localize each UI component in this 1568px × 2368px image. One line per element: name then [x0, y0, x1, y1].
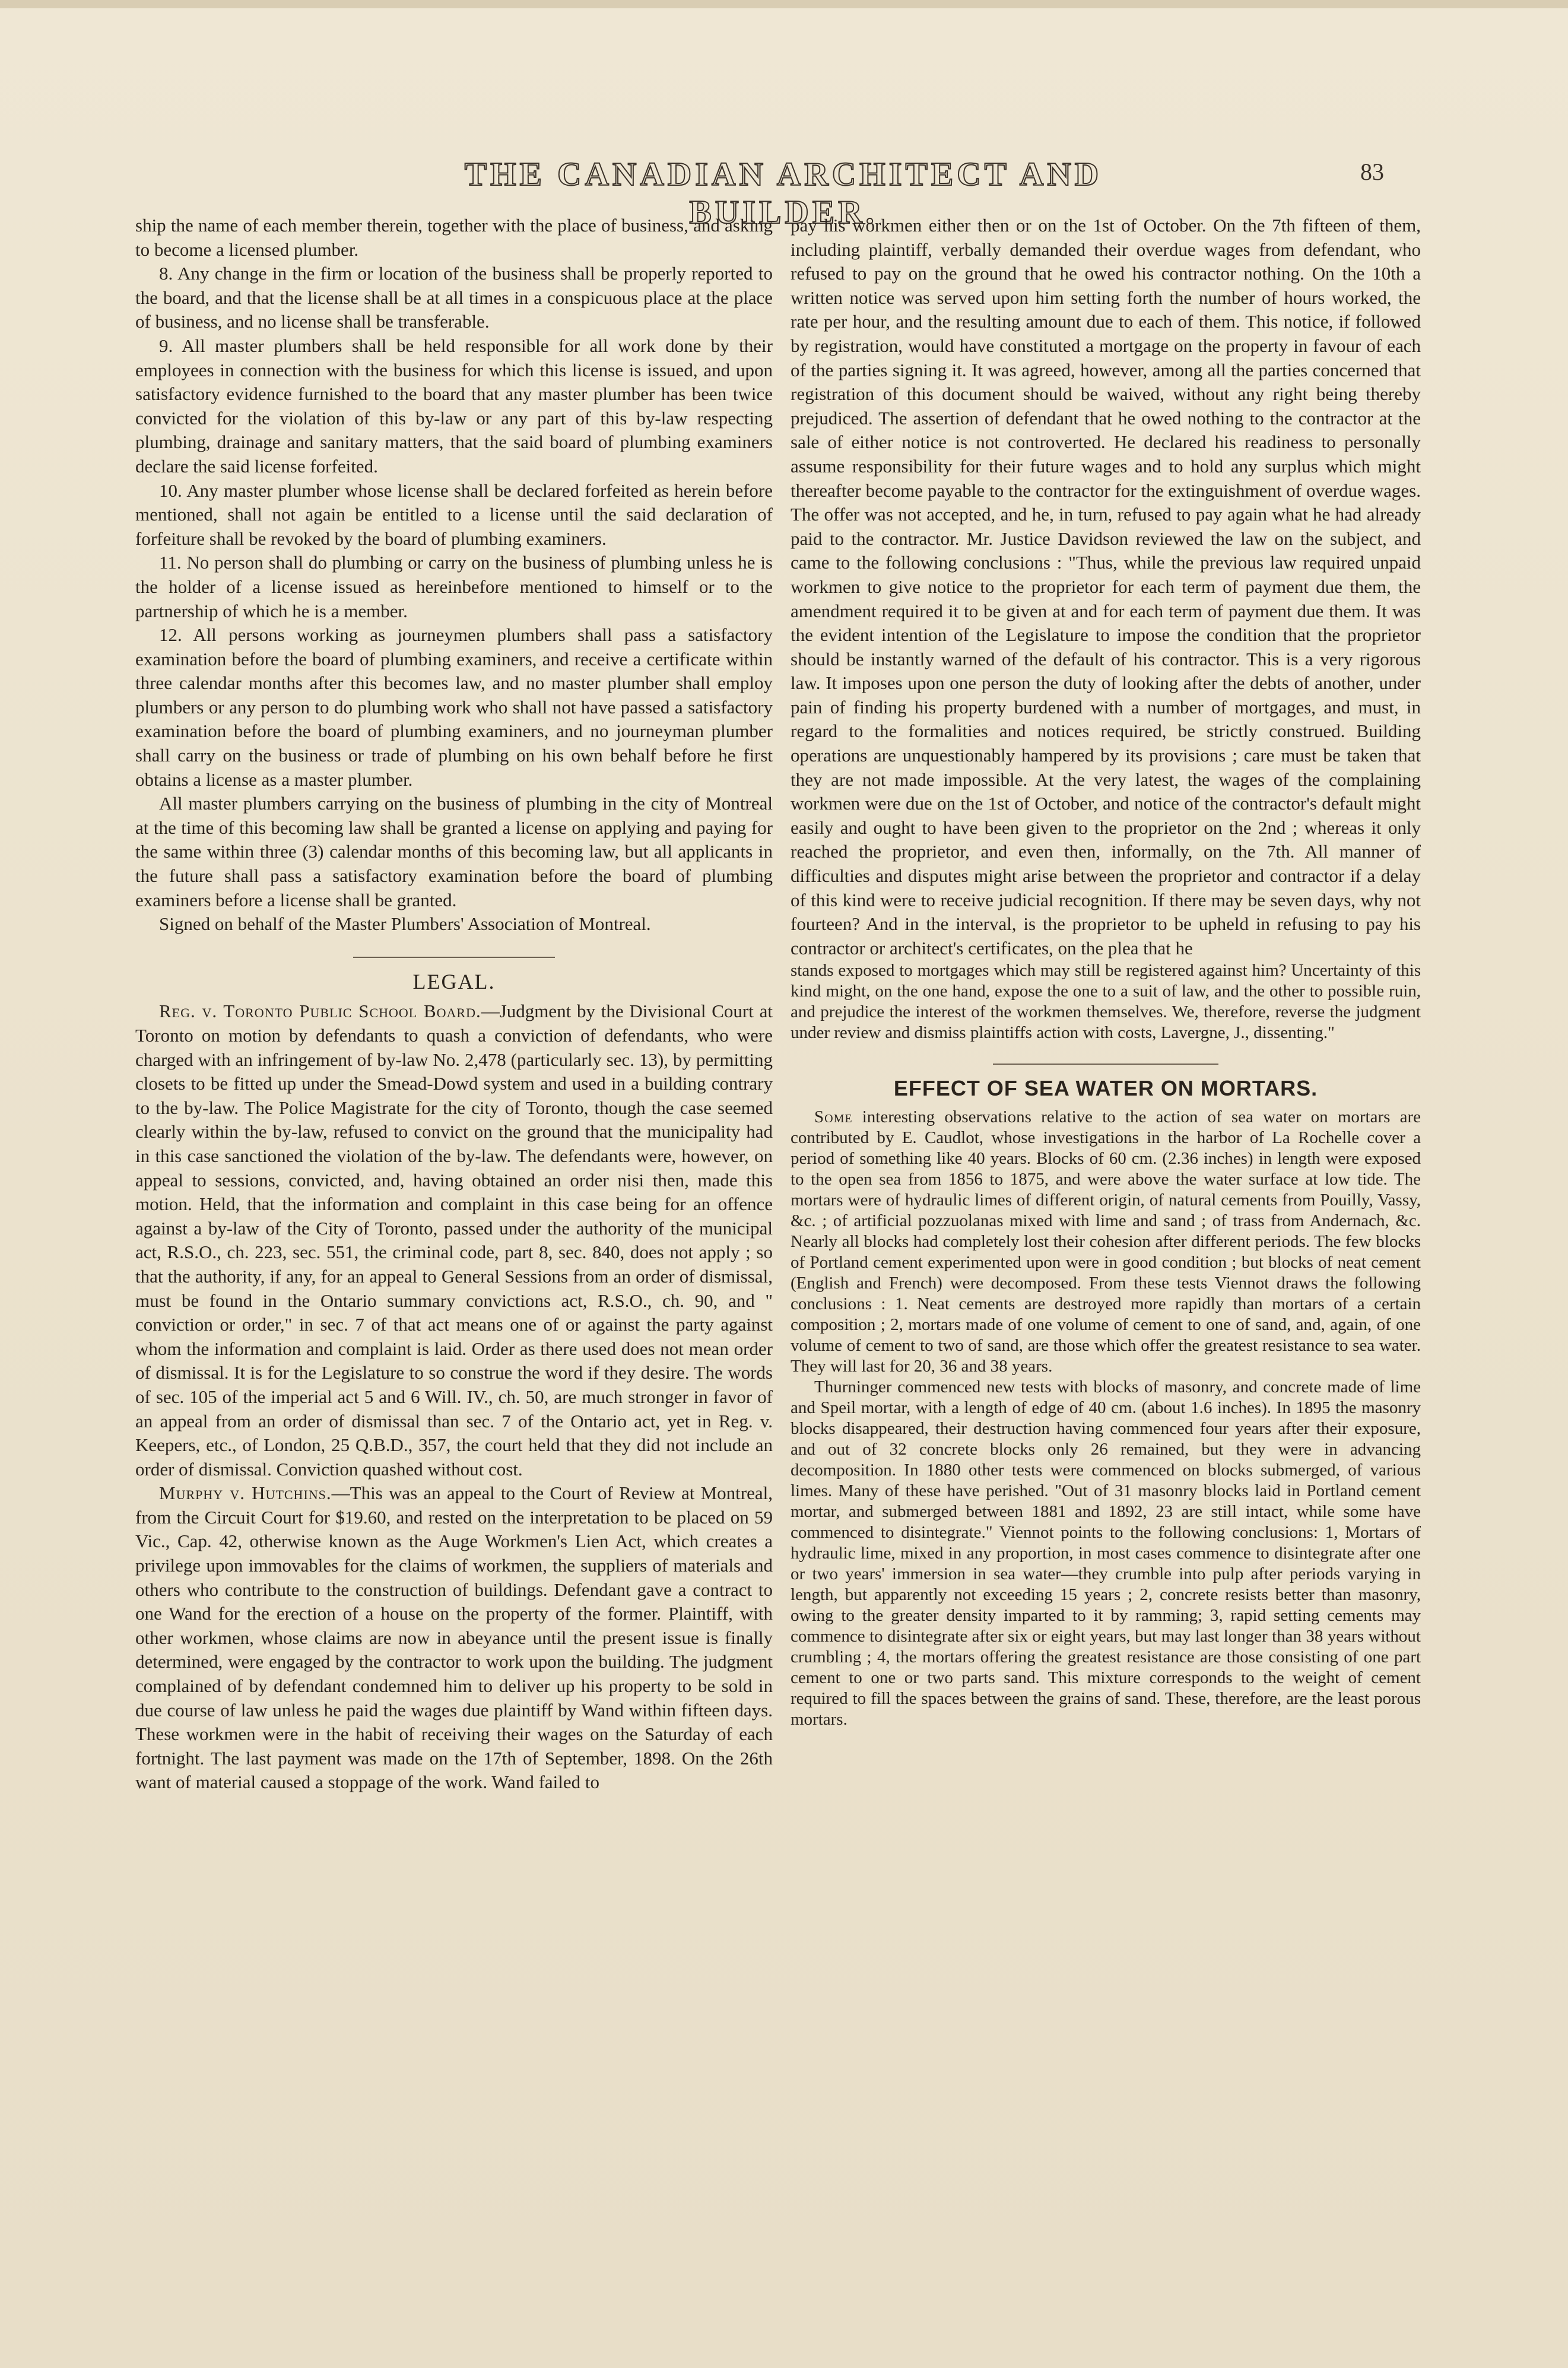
judgment-paragraph: pay his workmen either then or on the 1st of October. On the 7th fifteen of them, including plaintiff, verbally demanded their overdue wages from defendant, who refused to pay on the ground that he owed his contractor nothing. On the 10th a written notice was served upon him setting forth the number of hours worked, the rate per hour, and the resulting amount due to each of them. This notice, if followed by registration, would have constituted a mortgage on the property in favour of each of the parties signing it. It was agreed, however, among all the parties concerned that registration of this document should be waived, without any right being thereby prejudiced. The assertion of defendant that he owed nothing to the contractor at the sale of either notice is not controverted. He declared his readiness to personally assume responsibility for their future wages and to hold any surplus which might thereafter become payable to the contractor for the extinguishment of overdue wages. The offer was not accepted, and he, in turn, refused to pay again what he had already paid to the contractor. Mr. Justice Davidson reviewed the law on the subject, and came to the following conclusions : "Thus, while the previous law required unpaid workmen to give notice to the proprietor for each term of payment due them, the amendment required it to be given at and for each term of payment due them. It was the evident intention of the Legislature to impose the condition that the proprietor should be instantly warned of the default of his contractor. This is a very rigorous law. It imposes upon one person the duty of looking after the debts of another, under pain of finding his property burdened with a number of mortgages, and must, in regard to the formalities and notices required, be strictly construed. Building operations are unquestionably hampered by its provisions ; care must be taken that they are not made impossible. At the very latest, the wages of the complaining workmen were due on the 1st of October, and notice of the contractor's default might easily and ought to have been given to the proprietor on the 2nd ; whereas it only reached the proprietor, and even then, informally, on the 7th. All manner of difficulties and disputes might arise between the proprietor and contractor if a delay of this kind were to receive judicial recognition. If there may be seven days, why not fourteen? And in the interval, is the proprietor to be upheld in refusing to pay his contractor or architect's certificates, on the plea that he	[791, 215, 1421, 958]
bylaw-paragraph: ship the name of each member therein, together with the place of business, and asking to become a licensed plumber.	[135, 215, 773, 260]
case-title: Murphy v. Hutchins.	[159, 1483, 332, 1504]
case-body: —This was an appeal to the Court of Review at Montreal, from the Circuit Court for $19.60, and rested on the interpretation to be placed on 59 Vic., Cap. 42, otherwise known as the Auge Workmen's Lien Act, which creates a privilege upon immovables for the claims of workmen, the suppliers of materials and others who contribute to the construction of buildings. Defendant gave a contract to one Wand for the erection of a house on the property of the former. Plaintiff, with other workmen, whose claims are now in abeyance until the present issue is finally determined, were engaged by the contractor to work upon the building. The judgment complained of by defendant condemned him to deliver up his property to be sold in due course of law unless he paid the wages due plaintiff by Wand within fifteen days. These workmen were in the habit of receiving their wages on the Saturday of each fortnight. The last payment was made on the 17th of September, 1898. On the 26th want of material caused a stoppage of the work. Wand failed to	[135, 1483, 773, 1793]
right-column	[791, 214, 1421, 1730]
section-divider	[353, 957, 555, 958]
signature-line: Signed on behalf of the Master Plumbers' Association of Montreal.	[159, 913, 651, 935]
judgment-paragraph-small: stands exposed to mortgages which may still be registered against him? Uncertainty of this kind might, on the one hand, expose the one to a suit of law, and the other to possible ruin, and prejudice the interest of the workmen themselves. We, therefore, reverse the judgment under review and dismiss plaintiffs action with costs, Lavergne, J., dissenting."	[791, 961, 1421, 1043]
article-paragraph: Thurninger commenced new tests with blocks of masonry, and concrete made of lime and Speil mortar, with a length of edge of 40 cm. (about 1.6 inches). In 1895 the masonry blocks disappeared, their destruction having commenced four years after their exposure, and out of 32 concrete blocks only 26 remained, but they were in advancing decomposition. In 1880 other tests were commenced on blocks submerged, of various limes. Many of these have perished. "Out of 31 masonry blocks laid in Portland cement mortar, and submerged between 1881 and 1892, 23 are still intact, while some have commenced to disintegrate." Viennot points to the following conclusions: 1, Mortars of hydraulic lime, mixed in any proportion, in most cases commence to disintegrate after one or two years' immersion in sea water—they crumble into pulp after periods varying in length, but apparently not exceeding 15 years ; 2, concrete resists better than masonry, owing to the greater density imparted to it by ramming; 3, rapid setting cements may commence to disintegrate after six or eight years, but may last longer than 38 years without crumbling ; 4, the mortars offering the greatest resistance are those consisting of one part cement to one or two parts sand. This mixture corresponds to the weight of cement required to fill the spaces between the grains of sand. These, therefore, are the least porous mortars.	[791, 1377, 1421, 1729]
lead-word: Some	[814, 1107, 853, 1126]
left-column	[135, 214, 773, 1795]
bylaw-paragraph: 9. All master plumbers shall be held responsible for all work done by their employees in connection with the business for which this license is issued, and upon satisfactory evidence furnished to the board that any master plumber has been twice convicted for the violation of this by-law or any part of this by-law respecting plumbing, drainage and sanitary matters, that the said board of plumbing examiners declare the said license forfeited.	[135, 335, 773, 477]
bylaw-paragraph: 8. Any change in the firm or location of the business shall be properly reported to the board, and that the license shall be at all times in a conspicuous place at the place of business, and no license shall be transferable.	[135, 263, 773, 332]
case-body: —Judgment by the Divisional Court at Toronto on motion by defendants to quash a conviction of defendants, who were charged with an infringement of by-law No. 2,478 (particularly sec. 13), by permitting closets to be fitted up under the Smead-Dowd system and used in a building contrary to the by-law. The Police Magistrate for the city of Toronto, though the case seemed clearly within the by-law, refused to convict on the ground that the municipality had in this case sanctioned the violation of the by-law. The defendants were, however, on appeal to sessions, convicted, and, having obtained an order nisi then, made this motion. Held, that the information and complaint in this case being for an offence against a by-law of the City of Toronto, passed under the authority of the municipal act, R.S.O., ch. 223, sec. 551, the criminal code, part 8, sec. 840, does not apply ; so that the authority, if any, for an appeal to General Sessions from an order of dismissal, must be found in the Ontario summary convictions act, R.S.O., ch. 90, and " conviction or order," in sec. 7 of that act means one of or against the party against whom the information and complaint is laid. Order as there used does not mean order of dismissal. It is for the Legislature to so construe the word if they desire. The words of sec. 105 of the imperial act 5 and 6 Will. IV., ch. 50, are much stronger in favor of an appeal from an order of dismissal than sec. 7 of the Ontario act, yet in Reg. v. Keepers, etc., of London, 25 Q.B.D., 357, the court held that they did not include an order of dismissal. Conviction quashed without cost.	[135, 1001, 773, 1480]
journal-title: THE CANADIAN ARCHITECT AND BUILDER.	[464, 156, 1103, 231]
page-header	[392, 155, 1175, 231]
sea-water-heading: EFFECT OF SEA WATER ON MORTARS.	[893, 1076, 1318, 1101]
section-divider	[993, 1064, 1218, 1065]
page-number: 83	[1360, 158, 1384, 185]
page-top-edge	[0, 0, 1568, 8]
case-title: Reg. v. Toronto Public School Board.	[159, 1001, 481, 1022]
article-paragraph	[791, 1107, 1421, 1377]
legal-case-paragraph	[135, 1481, 773, 1795]
legal-heading: LEGAL.	[412, 969, 496, 993]
bylaw-paragraph: 10. Any master plumber whose license shall be declared forfeited as herein before mentioned, shall not again be entitled to a license until the said declaration of forfeiture shall be revoked by the board of plumbing examiners.	[135, 480, 773, 549]
bylaw-paragraph: All master plumbers carrying on the business of plumbing in the city of Montreal at the time of this becoming law shall be granted a license on applying and paying for the same within three (3) calendar months of this becoming law, but all applicants in the future shall pass a satisfactory examination before the board of plumbing examiners before a license shall be granted.	[135, 793, 773, 910]
bylaw-paragraph: 11. No person shall do plumbing or carry on the business of plumbing unless he is the holder of a license issued as hereinbefore mentioned to himself or to the partnership of which he is a member.	[135, 552, 773, 621]
legal-case-paragraph	[135, 999, 773, 1481]
article-text: interesting observations relative to the action of sea water on mortars are contributed by E. Caudlot, whose investigations in the harbor of La Rochelle cover a period of something like 40 years. Blocks of 60 cm. (2.36 inches) in length were exposed to the open sea from 1856 to 1875, and were above the water surface at low tide. The mortars were of hydraulic limes of different origin, of natural cements from Pouilly, Vassy, &c. ; of artificial pozzuolanas mixed with lime and sand ; of trass from Andernach, &c. Nearly all blocks had completely lost their cohesion after different periods. The few blocks of Portland cement experimented upon were in good condition ; but blocks of neat cement (English and French) were decomposed. From these tests Viennot draws the following conclusions : 1. Neat cements are destroyed more rapidly than mortars of a certain composition ; 2, mortars made of one volume of cement to one of sand, and, again, of one volume of cement to two of sand, are those which offer the greatest resistance to sea water. They will last for 20, 36 and 38 years.	[791, 1107, 1421, 1376]
bylaw-paragraph: 12. All persons working as journeymen plumbers shall pass a satisfactory examination before the board of plumbing examiners, and receive a certificate within three calendar months after this becomes law, and no master plumber shall employ plumbers or any person to do plumbing work who shall not have passed a satisfactory examination before the board of plumbing examiners, and no journeyman plumber shall carry on the business or trade of plumbing on his own behalf before he first obtains a license as a master plumber.	[135, 624, 773, 790]
